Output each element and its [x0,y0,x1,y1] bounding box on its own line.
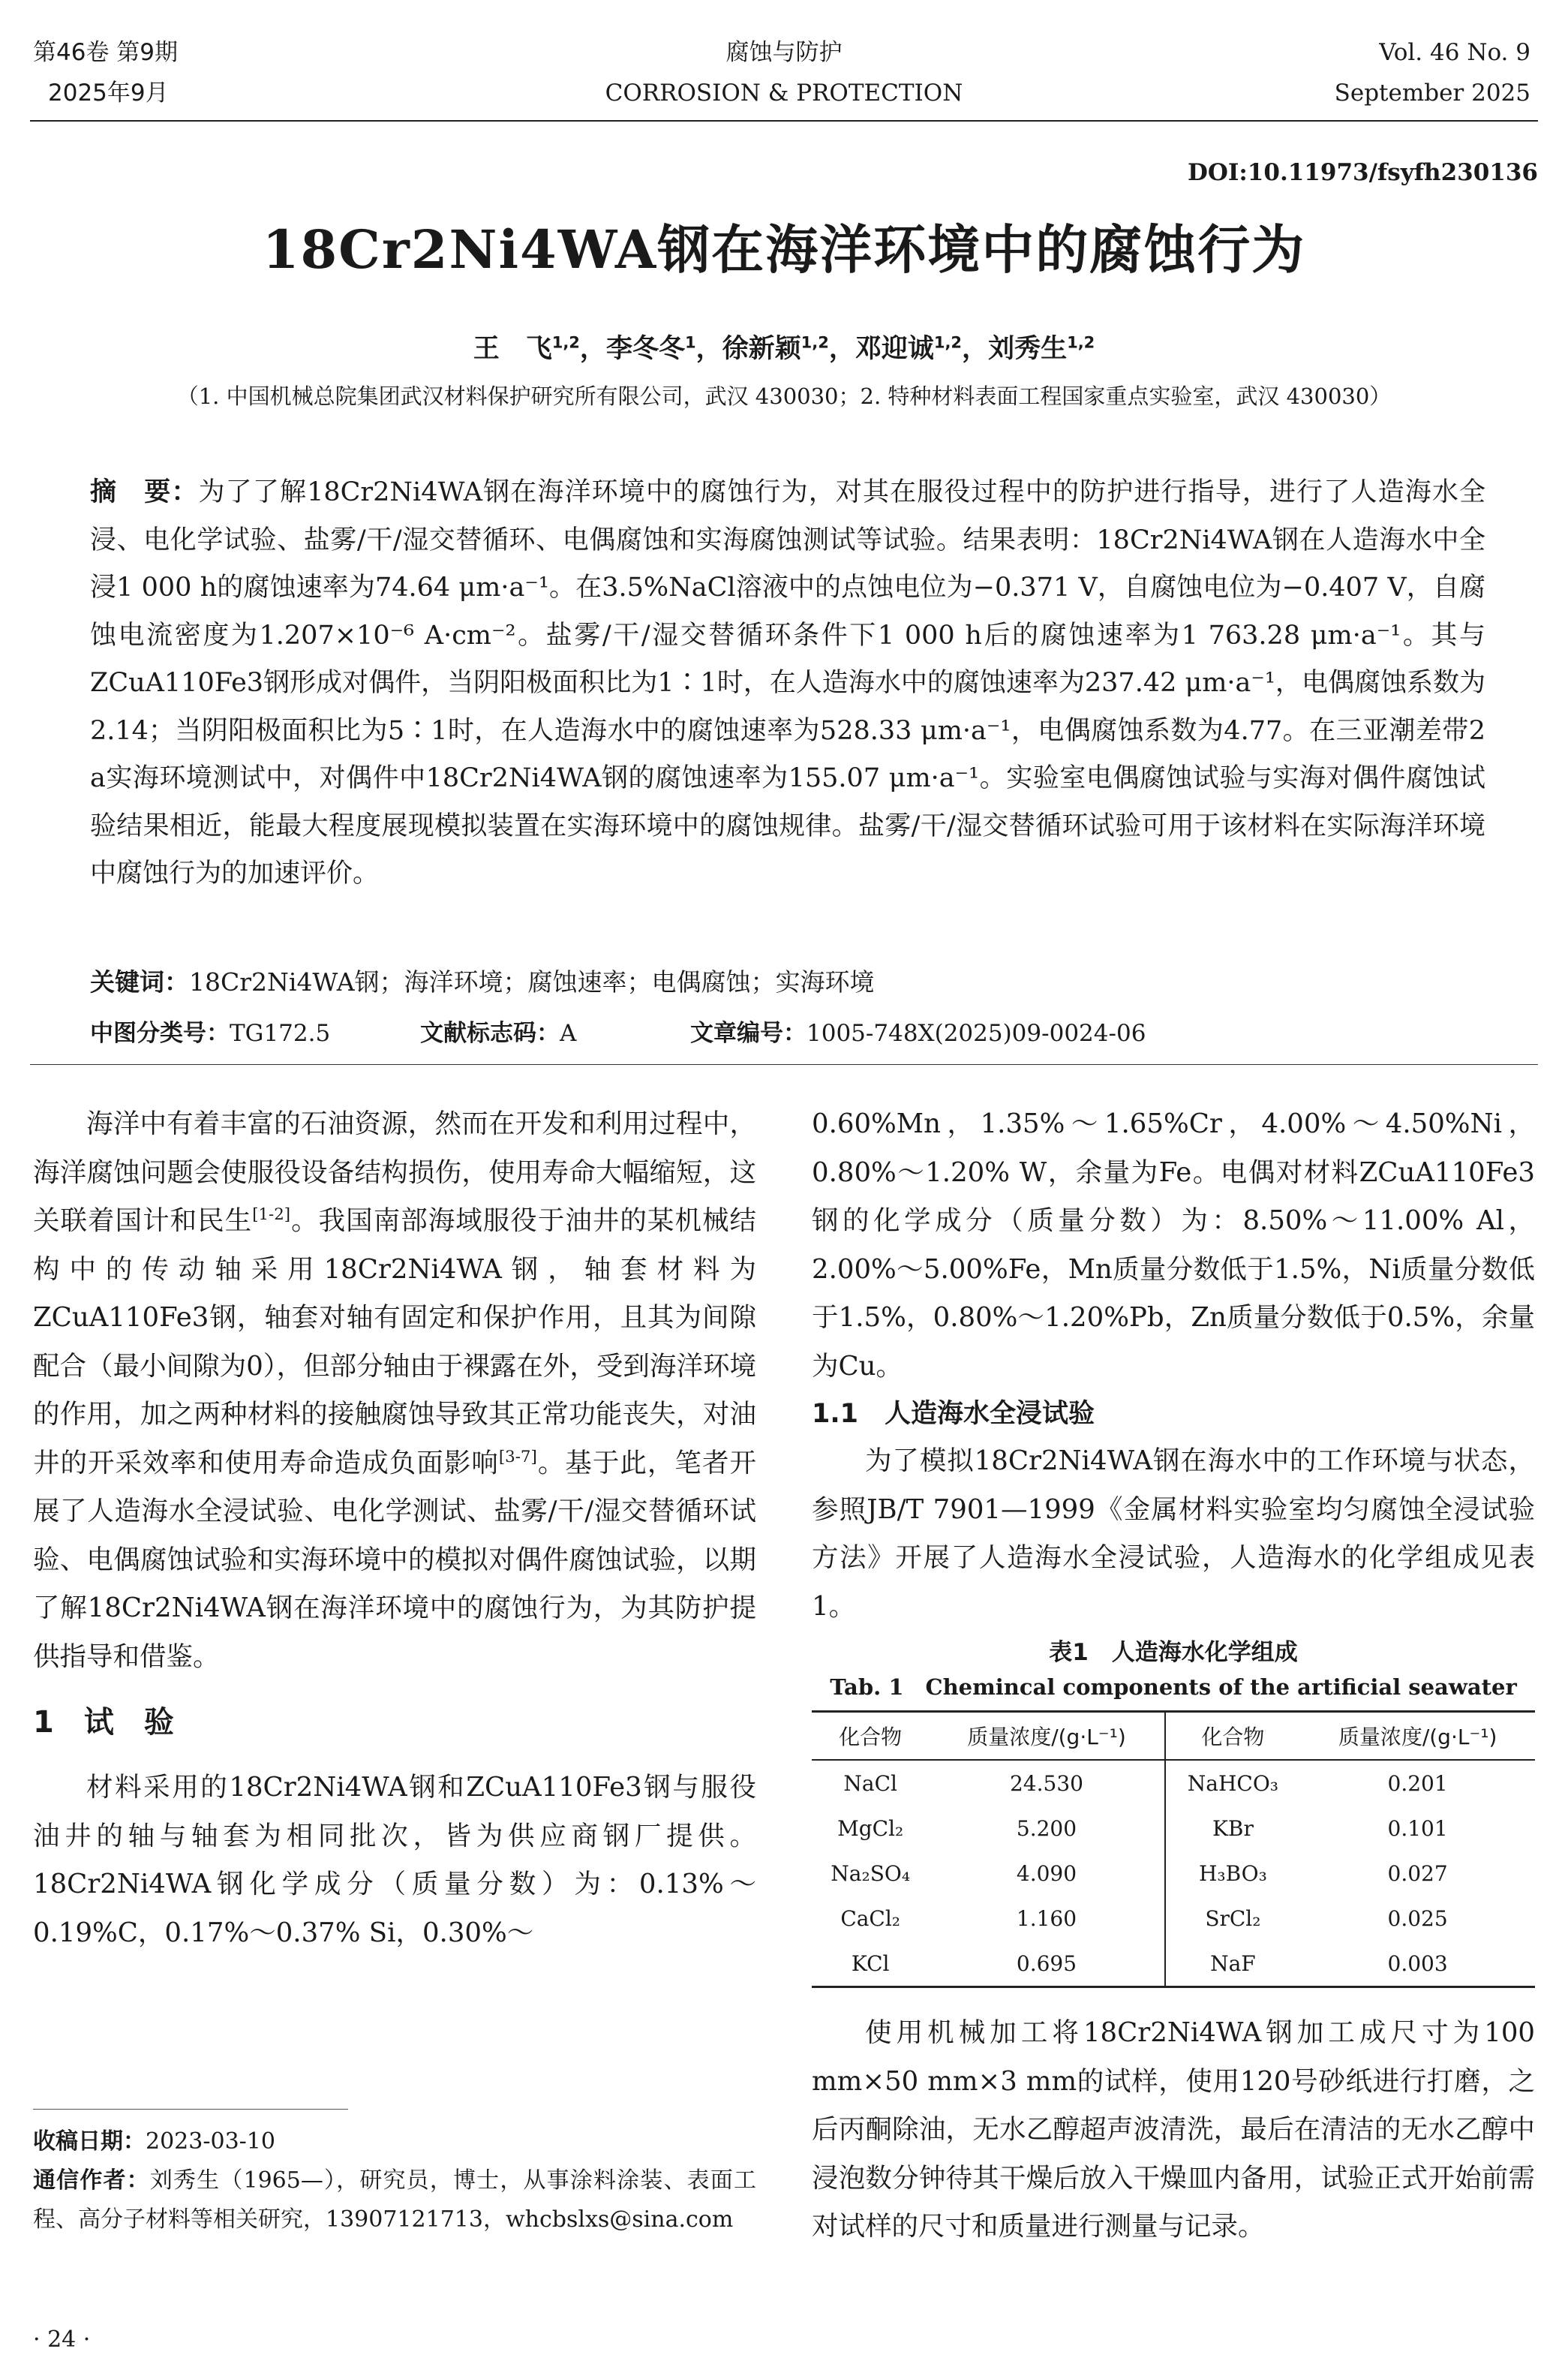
author-affiliation: 1,2 [933,333,963,352]
header-volume-en: Vol. 46 No. 9 [1379,39,1530,66]
table-cell: NaHCO₃ [1187,1770,1279,1796]
table-row [812,1760,1535,1806]
immersion-paragraph: 为了模拟18Cr2Ni4WA钢在海水中的工作环境与状态，参照JB/T 7901—1999《金属材料实验室均匀腐蚀全浸试验方法》开展了人造海水全浸试验，人造海水的化学组成见表1。 [812,1445,1535,1622]
article-value: 1005-748X(2025)09-0024-06 [807,1020,1146,1047]
clc-number [90,1015,330,1052]
section-heading-1: 1 试 验 [33,1705,174,1740]
abstract-label: 摘 要： [90,477,199,507]
intro-text-2: 。我国南部海域服役于油井的某机械结构中的传动轴采用18Cr2Ni4WA钢，轴套材料为ZCuA110Fe3钢，轴套对轴有固定和保护作用，且其为间隙配合（最小间隙为0），但部分轴由于裸露在外，受到海洋环境的作用，加之两种材料的接触腐蚀导致其正常功能丧失，对油井的开采效率和使用寿命造成负面影响 [33,1205,756,1478]
table-header-row [812,1713,1535,1760]
table-cell: 1.160 [929,1896,1164,1941]
table-cell: Na₂SO₄ [831,1860,911,1886]
col-header: 质量浓度/(g·L⁻¹) [1300,1713,1535,1760]
doi: DOI:10.11973/fsyfh230136 [1187,159,1538,186]
doc-code [420,1015,576,1052]
abstract [90,469,1485,898]
author-name: 邓迎诚 [855,334,934,364]
table-cell: SrCl₂ [1205,1905,1261,1931]
table-row [812,1851,1535,1896]
author-name: 刘秀生 [988,334,1068,364]
table-row [812,1896,1535,1941]
table-cell: H₃BO₃ [1198,1860,1267,1886]
table-cell: NaCl [843,1770,897,1796]
footnote [33,2122,756,2239]
corresponding-author [33,2161,756,2239]
author-affiliation: 1 [684,333,696,352]
article-label: 文章编号： [690,1020,807,1047]
table-cell: KCl [851,1950,890,1976]
keywords-label: 关键词： [90,967,189,997]
table-title-cn: 表1 人造海水化学组成 [1049,1639,1298,1666]
header-date-cn: 2025年9月 [48,80,169,107]
author-affiliation: 1,2 [801,333,829,352]
table-cell: 0.101 [1387,1815,1448,1841]
page-number: · 24 · [33,2326,91,2353]
intro-paragraph [33,1100,756,1681]
table-title-en: Tab. 1 Chemincal components of the artificial seawater [830,1674,1517,1700]
clc-value: TG172.5 [230,1020,331,1047]
corr-value: 刘秀生（1965—），研究员，博士，从事涂料涂装、表面工程、高分子材料等相关研究，13907121713，whcbslxs@sina.com [33,2167,757,2233]
author-name: 徐新颖 [722,334,801,364]
table-cell: 0.027 [1387,1860,1448,1886]
table-cell: NaF [1210,1950,1256,1976]
received-date [33,2122,756,2161]
affiliations: （1. 中国机械总院集团武汉材料保护研究所有限公司，武汉 430030；2. 特种材料表面工程国家重点实验室，武汉 430030） [176,383,1392,409]
table-cell: 0.003 [1387,1950,1448,1976]
header-journal-cn: 腐蚀与防护 [725,39,843,66]
table-cell: 0.025 [1387,1905,1448,1931]
received-label: 收稿日期： [33,2128,146,2155]
citation-2: [3-7] [498,1447,537,1466]
keywords-text: 18Cr2Ni4WA钢；海洋环境；腐蚀速率；电偶腐蚀；实海环境 [189,967,875,997]
table-1 [812,1710,1535,1988]
doc-label: 文献标志码： [420,1020,560,1047]
intro-text-1: 海洋中有着丰富的石油资源，然而在开发和利用过程中，海洋腐蚀问题会使服役设备结构损伤，使用寿命大幅缩短，这关联着国计和民生 [33,1108,756,1236]
page-title: 18Cr2Ni4WA钢在海洋环境中的腐蚀行为 [262,218,1306,281]
section-heading-1-1: 1.1 人造海水全浸试验 [812,1399,1095,1429]
intro-text-3: 。基于此，笔者开展了人造海水全浸试验、电化学测试、盐雾/干/湿交替循环试验、电偶腐蚀试验和实海环境中的模拟对偶件腐蚀试验，以期了解18Cr2Ni4WA钢在海洋环境中的腐蚀行为，为其防护提供指导和借鉴。 [33,1447,756,1672]
clc-label: 中图分类号： [90,1020,230,1047]
doc-value: A [560,1020,577,1047]
table-row [812,1806,1535,1851]
citation-1: [1-2] [252,1205,291,1225]
table-cell: KBr [1212,1815,1254,1841]
table-cell: CaCl₂ [840,1905,901,1931]
table-cell: 4.090 [929,1851,1164,1896]
materials-paragraph: 材料采用的18Cr2Ni4WA钢和ZCuA110Fe3钢与服役油井的轴与轴套为相同批次，皆为供应商钢厂提供。18Cr2Ni4WA钢化学成分（质量分数）为：0.13%～0.19%C，0.17%～0.37% Si，0.30%～ [33,1772,756,1948]
author-name: 李冬冬 [605,334,685,364]
author-affiliation: 1,2 [551,333,580,352]
header-volume-cn: 第46卷 第9期 [33,39,179,66]
authors: 王 飞$^{1,2}$，李冬冬$^1$，徐新颖$^{1,2}$，邓迎诚$^{1,2}$，刘秀生$^{1,2}$ [473,333,1095,364]
author-affiliation: 1,2 [1067,333,1095,352]
abstract-rule [30,1064,1538,1065]
keywords [90,963,1485,1002]
table-cell: 0.695 [929,1941,1164,1986]
left-column [33,1100,756,1957]
col-header: 质量浓度/(g·L⁻¹) [929,1713,1164,1760]
specimen-paragraph: 使用机械加工将18Cr2Ni4WA钢加工成尺寸为100 mm×50 mm×3 mm的试样，使用120号砂纸进行打磨，之后丙酮除油，无水乙醇超声波清洗，最后在清洁的无水乙醇中浸泡数分钟待其干燥后放入干燥皿内备用，试验正式开始前需对试样的尺寸和质量进行测量与记录。 [812,2017,1535,2242]
author-name: 王 飞 [473,334,552,364]
right-column [812,1100,1535,2251]
footnote-rule [33,2109,348,2110]
col-header: 化合物 [812,1713,929,1760]
article-number [690,1015,1146,1052]
composition-paragraph: 0.60%Mn，1.35%～1.65%Cr，4.00%～4.50%Ni，0.80%～1.20% W，余量为Fe。电偶对材料ZCuA110Fe3钢的化学成分（质量分数）为：8.50%～11.00% Al，2.00%～5.00%Fe，Mn质量分数低于1.5%，Ni质量分数低于1.5%，0.80%～1.20%Pb，Zn质量分数低于0.5%，余量为Cu。 [812,1108,1535,1382]
received-value: 2023-03-10 [146,2128,275,2155]
abstract-text: 为了了解18Cr2Ni4WA钢在海洋环境中的腐蚀行为，对其在服役过程中的防护进行指导，进行了人造海水全浸、电化学试验、盐雾/干/湿交替循环、电偶腐蚀和实海腐蚀测试等试验。结果表明：18Cr2Ni4WA钢在人造海水中全浸1 000 h的腐蚀速率为74.64 μm·a⁻¹。在3.5%NaCl溶液中的点蚀电位为−0.371 V，自腐蚀电位为−0.407 V，自腐蚀电流密度为1.207×10⁻⁶ A·cm⁻²。盐雾/干/湿交替循环条件下1 000 h后的腐蚀速率为1 763.28 μm·a⁻¹。其与ZCuA110Fe3钢形成对偶件，当阴阳极面积比为1∶1时，在人造海水中的腐蚀速率为237.42 μm·a⁻¹，电偶腐蚀系数为2.14；当阴阳极面积比为5∶1时，在人造海水中的腐蚀速率为528.33 μm·a⁻¹，电偶腐蚀系数为4.77。在三亚潮差带2 a实海环境测试中，对偶件中18Cr2Ni4WA钢的腐蚀速率为155.07 μm·a⁻¹。实验室电偶腐蚀试验与实海对偶件腐蚀试验结果相近，能最大程度展现模拟装置在实海环境中的腐蚀规律。盐雾/干/湿交替循环试验可用于该材料在实际海洋环境中腐蚀行为的加速评价。 [90,477,1485,889]
header-date-en: September 2025 [1334,80,1530,107]
table-cell: MgCl₂ [837,1815,904,1841]
col-header: 化合物 [1165,1713,1301,1760]
table-cell: 24.530 [929,1760,1164,1806]
table-row [812,1941,1535,1986]
header-rule [30,120,1538,122]
table-cell: 5.200 [929,1806,1164,1851]
table-cell: 0.201 [1387,1770,1448,1796]
corr-label: 通信作者： [33,2167,150,2194]
header-journal-en: CORROSION & PROTECTION [605,80,963,107]
